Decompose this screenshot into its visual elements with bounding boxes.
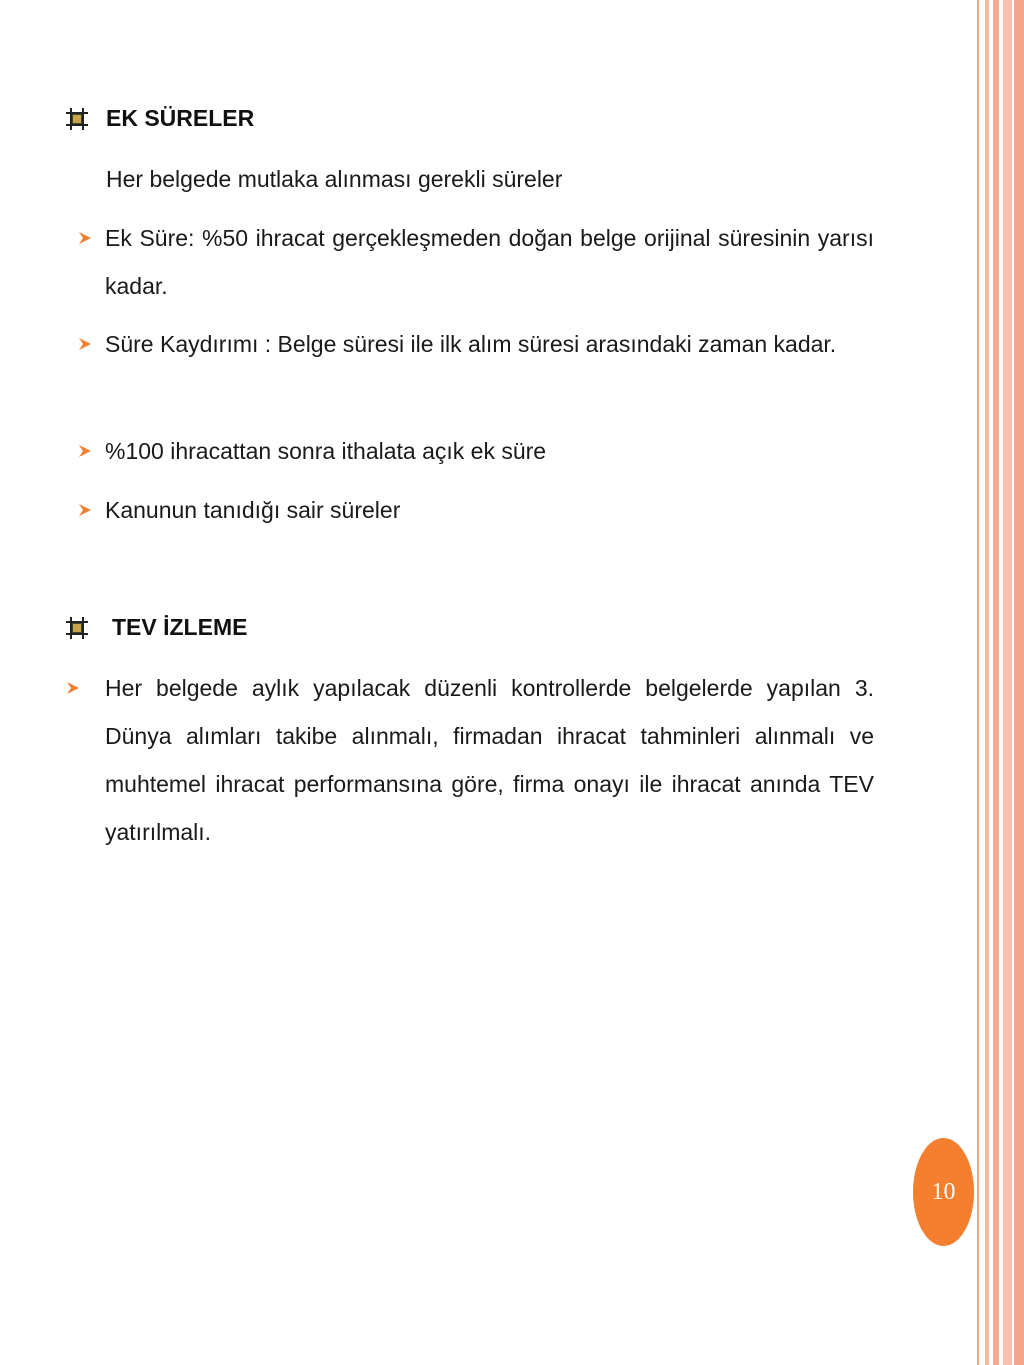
section-heading-ek-sureler	[66, 105, 254, 132]
section-intro: Her belgede mutlaka alınması gerekli süreler	[106, 166, 563, 192]
arrow-bullet-icon	[66, 681, 80, 695]
list-item-text: %100 ihracattan sonra ithalata açık ek süre	[105, 438, 547, 464]
list-item	[78, 427, 874, 475]
arrow-bullet-icon	[78, 231, 92, 245]
list-item-text: Süre Kaydırımı : Belge süresi ile ilk alım süresi arasındaki zaman kadar.	[105, 331, 837, 357]
page-number-badge	[913, 1138, 974, 1246]
hash-frame-icon	[66, 617, 88, 639]
list-item-text: Ek Süre: %50 ihracat gerçekleşmeden doğan belge orijinal süresinin yarısı kadar.	[105, 225, 874, 299]
decorative-stripe	[985, 0, 989, 1365]
section-heading-text: EK SÜRELER	[106, 105, 255, 131]
decorative-stripe	[993, 0, 999, 1365]
list-item-text: Kanunun tanıdığı sair süreler	[105, 497, 401, 523]
arrow-bullet-icon	[78, 503, 92, 517]
hash-frame-icon	[66, 108, 88, 130]
list-item	[66, 664, 874, 856]
arrow-bullet-icon	[78, 444, 92, 458]
decorative-stripe	[1014, 0, 1024, 1365]
page-number: 10	[931, 1178, 956, 1205]
section-heading-text: TEV İZLEME	[112, 614, 248, 640]
section-heading-tev-izleme	[66, 614, 247, 641]
list-item-text: Her belgede aylık yapılacak düzenli kontrollerde belgelerde yapılan 3. Dünya alımları takibe alınmalı, firmadan ihracat tahminleri alınmalı ve muhtemel ihracat performansına göre, firma onayı ile ihracat anında TEV yatırılmalı.	[105, 675, 874, 845]
decorative-stripe	[977, 0, 979, 1365]
list-item	[78, 214, 874, 310]
arrow-bullet-icon	[78, 337, 92, 351]
decorative-stripe	[1003, 0, 1012, 1365]
list-item	[78, 486, 874, 534]
list-item	[78, 320, 874, 368]
